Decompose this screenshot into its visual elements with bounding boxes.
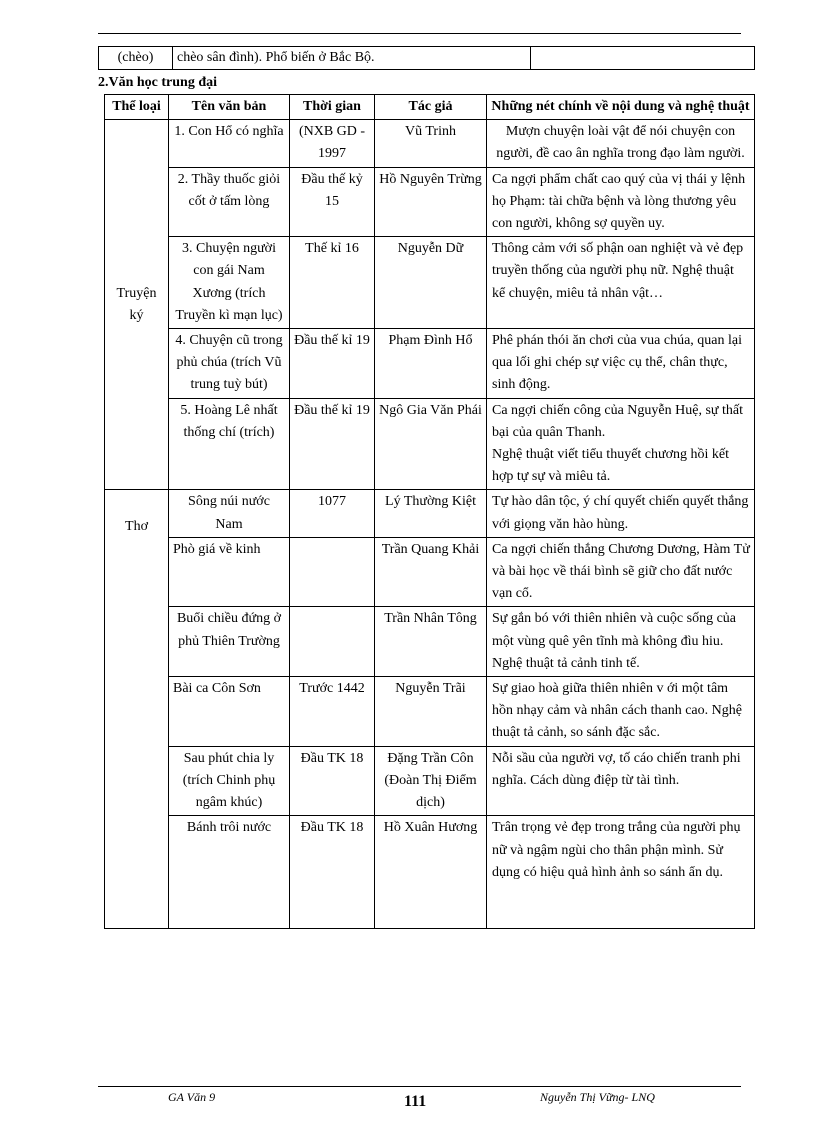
content-cell: Sự giao hoà giữa thiên nhiên v ới một tâm hồn nhạy cảm và nhân cách thanh cao. Nghệ thuật tả cảnh, so sánh đặc sắc. (487, 677, 755, 747)
table-row (105, 537, 755, 607)
table-row (105, 120, 755, 167)
time-cell: Đầu TK 18 (290, 746, 375, 816)
time-cell: Trước 1442 (290, 677, 375, 747)
content-cell (487, 398, 755, 490)
literature-table (104, 94, 755, 929)
header-rule (98, 33, 741, 34)
description-cell: chèo sân đình). Phổ biến ở Bắc Bộ. (173, 47, 531, 70)
author-cell: Lý Thường Kiệt (375, 490, 487, 537)
title-cell: Bài ca Côn Sơn (169, 677, 290, 747)
content-cell: Ca ngợi phẩm chất cao quý của vị thái y lệnh họ Phạm: tài chữa bệnh và lòng thương yêu con người, không sợ quyền uy. (487, 167, 755, 237)
table-row (105, 677, 755, 747)
content-cell: Tự hào dân tộc, ý chí quyết chiến quyết thắng với giọng văn hào hùng. (487, 490, 755, 537)
table-row (105, 398, 755, 490)
author-cell: Nguyễn Trãi (375, 677, 487, 747)
genre-cell: (chèo) (99, 47, 173, 70)
time-cell: Đầu TK 18 (290, 816, 375, 929)
author-cell: Nguyễn Dữ (375, 237, 487, 329)
footer-rule (98, 1086, 741, 1087)
title-cell: Sông núi nước Nam (169, 490, 290, 537)
author-cell: Vũ Trinh (375, 120, 487, 167)
author-cell: Ngô Gia Văn Phái (375, 398, 487, 490)
table-header-row (105, 95, 755, 120)
title-cell: 2. Thầy thuốc giỏi cốt ở tấm lòng (169, 167, 290, 237)
title-cell: 4. Chuyện cũ trong phủ chúa (trích Vũ trung tuỳ bút) (169, 329, 290, 399)
page-number: 111 (404, 1093, 427, 1110)
content-cell: Phê phán thói ăn chơi của vua chúa, quan lại qua lối ghi chép sự việc cụ thể, chân thực, sinh động. (487, 329, 755, 399)
title-cell: Buổi chiều đứng ở phủ Thiên Trường (169, 607, 290, 677)
content-cell: Nỗi sầu của người vợ, tố cáo chiến tranh phi nghĩa. Cách dùng điệp từ tài tình. (487, 746, 755, 816)
content-cell: Mượn chuyện loài vật để nói chuyện con người, đề cao ân nghĩa trong đạo làm người. (487, 120, 755, 167)
header-content: Những nét chính về nội dung và nghệ thuật (487, 95, 755, 120)
title-cell: Bánh trôi nước (169, 816, 290, 929)
table-row (105, 329, 755, 399)
time-cell (290, 537, 375, 607)
title-cell: 1. Con Hổ có nghĩa (169, 120, 290, 167)
author-cell: Trần Quang Khải (375, 537, 487, 607)
genre-cell: Thơ (105, 490, 169, 929)
author-cell: Trần Nhân Tông (375, 607, 487, 677)
table-row (105, 607, 755, 677)
title-cell: 5. Hoàng Lê nhất thống chí (trích) (169, 398, 290, 490)
content-cell: Trân trọng vẻ đẹp trong trắng của người phụ nữ và ngậm ngùi cho thân phận mình. Sử dụng có hiệu quả hình ảnh so sánh ẩn dụ. (487, 816, 755, 929)
section-heading: 2.Văn học trung đại (98, 75, 218, 90)
title-cell: Phò giá về kinh (169, 537, 290, 607)
genre-cell: Truyện ký (105, 120, 169, 490)
header-time: Thời gian (290, 95, 375, 120)
footer-author: Nguyễn Thị Vững- LNQ (540, 1090, 655, 1104)
author-cell: Hồ Nguyên Trừng (375, 167, 487, 237)
time-cell (290, 607, 375, 677)
table-row (105, 237, 755, 329)
time-cell: Đầu thế kỷ 15 (290, 167, 375, 237)
author-cell: Đặng Trần Côn (Đoàn Thị Điểm dịch) (375, 746, 487, 816)
table-row (105, 490, 755, 537)
header-title: Tên văn bản (169, 95, 290, 120)
table-row (105, 167, 755, 237)
content-cell: Ca ngợi chiến thắng Chương Dương, Hàm Tử và bài học về thái bình sẽ giữ cho đất nước vạn cổ. (487, 537, 755, 607)
table-row (99, 47, 755, 70)
header-author: Tác giả (375, 95, 487, 120)
author-cell: Hồ Xuân Hương (375, 816, 487, 929)
title-cell: 3. Chuyện người con gái Nam Xương (trích Truyền kì mạn lục) (169, 237, 290, 329)
time-cell: Đầu thế kỉ 19 (290, 329, 375, 399)
title-cell: Sau phút chia ly (trích Chinh phụ ngâm khúc) (169, 746, 290, 816)
table-row (105, 746, 755, 816)
table-row (105, 816, 755, 929)
content-line: Ca ngợi chiến công của Nguyễn Huệ, sự thất bại của quân Thanh. (492, 402, 743, 440)
time-cell: Đầu thế kỉ 19 (290, 398, 375, 490)
continued-table (98, 46, 755, 70)
time-cell: Thế kỉ 16 (290, 237, 375, 329)
empty-cell (531, 47, 755, 70)
content-cell: Thông cảm với số phận oan nghiệt và vẻ đẹp truyền thống của người phụ nữ. Nghệ thuật kể chuyện, miêu tả nhân vật… (487, 237, 755, 329)
content-cell: Sự gắn bó với thiên nhiên và cuộc sống của một vùng quê yên tĩnh mà không đìu hiu. Nghệ thuật tả cảnh tinh tế. (487, 607, 755, 677)
content-line: Nghệ thuật viết tiểu thuyết chương hồi kết hợp tự sự và miêu tả. (492, 447, 729, 485)
time-cell: (NXB GD - 1997 (290, 120, 375, 167)
author-cell: Phạm Đình Hổ (375, 329, 487, 399)
header-genre: Thể loại (105, 95, 169, 120)
time-cell: 1077 (290, 490, 375, 537)
footer-course: GA Văn 9 (168, 1090, 216, 1104)
